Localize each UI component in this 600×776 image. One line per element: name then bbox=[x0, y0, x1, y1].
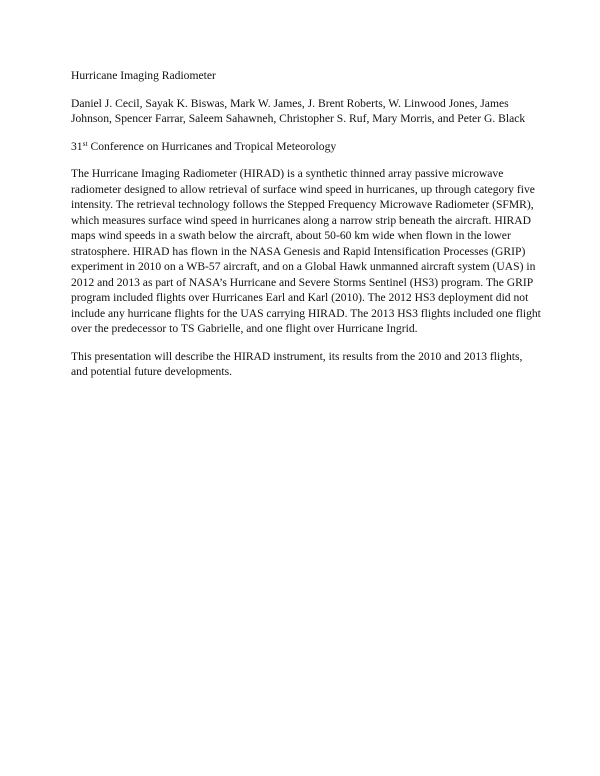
abstract-content bbox=[71, 68, 541, 392]
conference-ordinal-suffix: st bbox=[82, 138, 88, 148]
abstract-paragraph: The Hurricane Imaging Radiometer (HIRAD) is a synthetic thinned array passive microwave radiometer designed to allow retrieval of surface wind speed in hurricanes, up through category five intensity. The retrieval technology follows the Stepped Frequency Microwave Radiometer (SFMR), which measures surface wind speed in hurricanes along a narrow strip beneath the aircraft. HIRAD maps wind speeds in a swath below the aircraft, about 50-60 km wide when flown in the lower stratosphere. HIRAD has flown in the NASA Genesis and Rapid Intensification Processes (GRIP) experiment in 2010 on a WB-57 aircraft, and on a Global Hawk unmanned aircraft system (UAS) in 2012 and 2013 as part of NASA’s Hurricane and Severe Storms Sentinel (HS3) program. The GRIP program included flights over Hurricanes Earl and Karl (2010). The 2012 HS3 deployment did not include any hurricane flights for the UAS carrying HIRAD. The 2013 HS3 flights included one flight over the predecessor to TS Gabrielle, and one flight over Hurricane Ingrid. bbox=[71, 167, 541, 335]
conference-number: 31 bbox=[71, 139, 83, 153]
conference-name bbox=[71, 139, 541, 155]
abstract-title: Hurricane Imaging Radiometer bbox=[71, 69, 216, 82]
author-list: Daniel J. Cecil, Sayak K. Biswas, Mark W. James, J. Brent Roberts, W. Linwood Jones, James Johnson, Spencer Farrar, Saleem Sahawneh, Christopher S. Ruf, Mary Morris, and Peter G. Black bbox=[71, 96, 526, 125]
abstract-paragraph: This presentation will describe the HIRAD instrument, its results from the 2010 and 2013 flights, and potential future developments. bbox=[71, 349, 523, 378]
conference-title: Conference on Hurricanes and Tropical Meteorology bbox=[87, 139, 337, 153]
